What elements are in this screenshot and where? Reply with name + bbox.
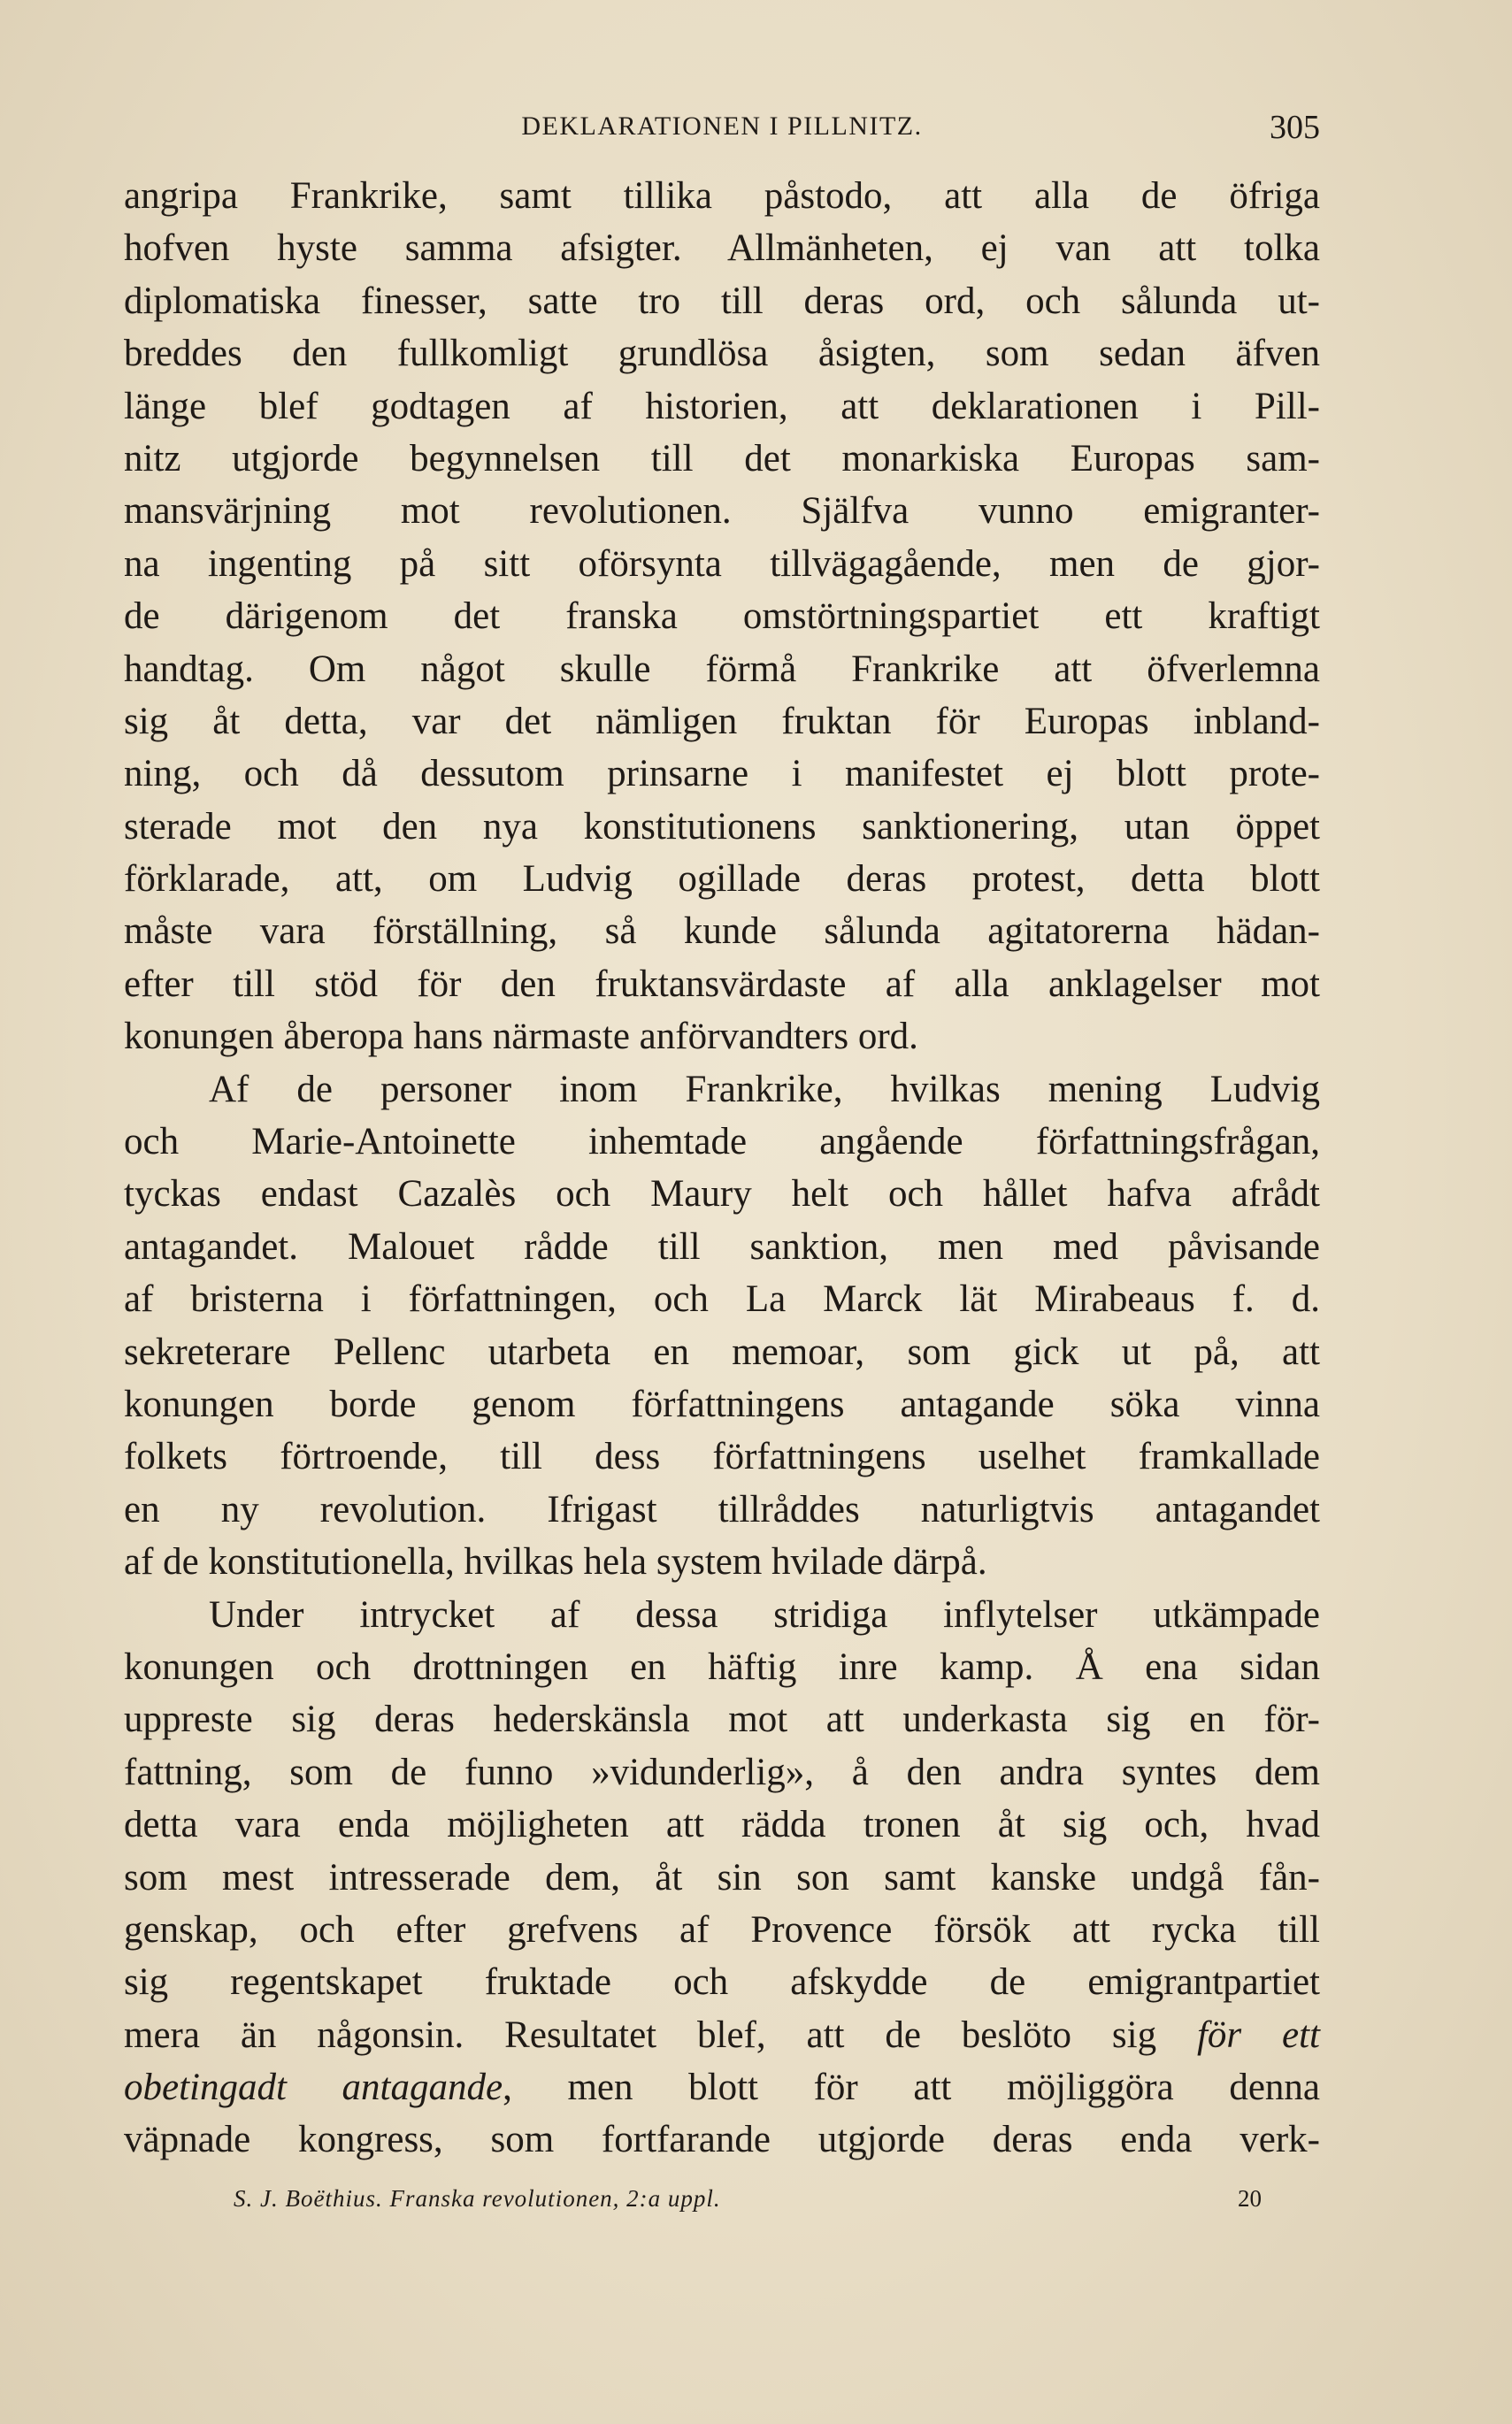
text-line-roman: hofven hyste samma afsigter. Allmänheten, ej van att tolka	[124, 227, 1320, 270]
running-head: DEKLARATIONEN I PILLNITZ.	[521, 111, 923, 141]
text-line	[124, 1484, 1320, 1536]
text-line-roman: en ny revolution. Ifrigast tillråddes naturligtvis antagandet	[124, 1488, 1320, 1530]
text-line	[124, 1536, 1320, 1588]
text-line	[124, 905, 1320, 957]
text-line-roman: breddes den fullkomligt grundlösa åsigten, som sedan äfven	[124, 333, 1320, 375]
text-line-roman: konungen åberopa hans närmaste anförvandters ord.	[124, 1016, 918, 1058]
text-line	[124, 1904, 1320, 1956]
text-line	[124, 433, 1320, 485]
text-line	[124, 1693, 1320, 1745]
text-line-roman: handtag. Om något skulle förmå Frankrike att öfverlemna	[124, 648, 1320, 690]
text-line-roman: konungen och drottningen en häftig inre kamp. Å ena sidan	[124, 1645, 1320, 1688]
page-number: 305	[1270, 109, 1320, 146]
text-line-roman: som mest intresserade dem, åt sin son samt kanske undgå fån-	[124, 1856, 1320, 1899]
text-line	[124, 1010, 1320, 1062]
text-line	[124, 590, 1320, 642]
text-line	[124, 1168, 1320, 1220]
page-footer	[124, 2185, 1320, 2221]
text-line-roman: förklarade, att, om Ludvig ogillade deras protest, detta blott	[124, 858, 1320, 901]
text-line	[124, 1378, 1320, 1431]
text-line-roman: antagandet. Malouet rådde till sanktion, men med påvisande	[124, 1225, 1320, 1268]
footer-signature: 20	[1238, 2185, 1262, 2212]
text-line-roman: och Marie-Antoinette inhemtade angående författningsfrågan,	[124, 1121, 1320, 1163]
text-line	[124, 1116, 1320, 1168]
text-line	[124, 275, 1320, 327]
text-line	[124, 1852, 1320, 1904]
text-line-roman: af bristerna i författningen, och La Marck lät Mirabeaus f. d.	[124, 1278, 1320, 1321]
text-line-roman: Af de personer inom Frankrike, hvilkas mening Ludvig	[209, 1068, 1320, 1110]
text-line	[124, 1431, 1320, 1483]
text-line	[124, 1799, 1320, 1851]
text-line-roman: sig åt detta, var det nämligen fruktan för Europas inbland-	[124, 700, 1320, 742]
text-line-roman: sekreterare Pellenc utarbeta en memoar, som gick ut på, att	[124, 1331, 1320, 1373]
text-line-roman: uppreste sig deras hederskänsla mot att underkasta sig en för-	[124, 1699, 1320, 1741]
text-line-roman: angripa Frankrike, samt tillika påstodo, att alla de öfriga	[124, 175, 1320, 217]
text-line-roman: af de konstitutionella, hvilkas hela system hvilade därpå.	[124, 1541, 987, 1584]
text-line	[124, 748, 1320, 800]
text-line-roman: folkets förtroende, till dess författningens uselhet framkallade	[124, 1436, 1320, 1478]
text-line	[124, 380, 1320, 433]
text-line-roman: diplomatiska finesser, satte tro till deras ord, och sålunda ut-	[124, 280, 1320, 322]
text-line	[124, 958, 1320, 1010]
text-line-roman: efter till stöd för den fruktansvärdaste af alla anklagelser mot	[124, 963, 1320, 1005]
text-line	[124, 485, 1320, 537]
text-line-roman: sig regentskapet fruktade och afskydde de emigrantpartiet	[124, 1961, 1320, 2004]
text-line-roman: de därigenom det franska omstörtningspartiet ett kraftigt	[124, 595, 1320, 638]
text-line	[124, 695, 1320, 748]
text-line-roman: nitz utgjorde begynnelsen till det monarkiska Europas sam-	[124, 437, 1320, 479]
text-line-roman: mera än någonsin. Resultatet blef, att de beslöto sig	[124, 2014, 1197, 2056]
text-line-roman: mansvärjning mot revolutionen. Själfva vunno emigranter-	[124, 490, 1320, 533]
text-line	[124, 1589, 1320, 1641]
footer-source: S. J. Boëthius. Franska revolutionen, 2:a uppl.	[234, 2185, 721, 2212]
text-line	[124, 1273, 1320, 1325]
text-line	[124, 1063, 1320, 1116]
text-line	[124, 1326, 1320, 1378]
text-line-italic: för ett	[1196, 2014, 1320, 2056]
text-line	[124, 327, 1320, 380]
text-line	[124, 1221, 1320, 1273]
text-line	[124, 170, 1320, 222]
text-line-roman: Under intrycket af dessa stridiga inflytelser utkämpade	[209, 1593, 1320, 1636]
body-text	[124, 170, 1320, 2167]
text-line-roman: länge blef godtagen af historien, att deklarationen i Pill-	[124, 385, 1320, 427]
text-line-roman: konungen borde genom författningens antagande söka vinna	[124, 1383, 1320, 1425]
text-line	[124, 1641, 1320, 1693]
text-line	[124, 643, 1320, 695]
text-line-roman-after: , men blott för att möjliggöra denna	[503, 2067, 1320, 2109]
text-line	[124, 853, 1320, 905]
text-line-italic: obetingadt antagande	[124, 2067, 503, 2109]
text-line-roman: måste vara förställning, så kunde sålunda agitatorerna hädan-	[124, 910, 1320, 953]
text-line-roman: tyckas endast Cazalès och Maury helt och hållet hafva afrådt	[124, 1173, 1320, 1216]
text-line-roman: sterade mot den nya konstitutionens sanktionering, utan öppet	[124, 805, 1320, 848]
text-line-roman: genskap, och efter grefvens af Provence försök att rycka till	[124, 1908, 1320, 1951]
text-line	[124, 538, 1320, 590]
text-line	[124, 1956, 1320, 2008]
text-line-roman: na ingenting på sitt oförsynta tillvägagående, men de gjor-	[124, 542, 1320, 585]
text-line-roman: fattning, som de funno »vidunderlig», å den andra syntes dem	[124, 1751, 1320, 1793]
text-line	[124, 222, 1320, 274]
text-line	[124, 2061, 1320, 2113]
text-line	[124, 801, 1320, 853]
text-line-roman: detta vara enda möjligheten att rädda tronen åt sig och, hvad	[124, 1804, 1320, 1846]
page-header	[124, 111, 1320, 156]
text-line-roman: väpnade kongress, som fortfarande utgjorde deras enda verk-	[124, 2119, 1320, 2161]
text-line-roman: ning, och då dessutom prinsarne i manifestet ej blott prote-	[124, 753, 1320, 795]
text-line	[124, 2009, 1320, 2061]
text-line	[124, 2113, 1320, 2166]
text-line	[124, 1746, 1320, 1799]
